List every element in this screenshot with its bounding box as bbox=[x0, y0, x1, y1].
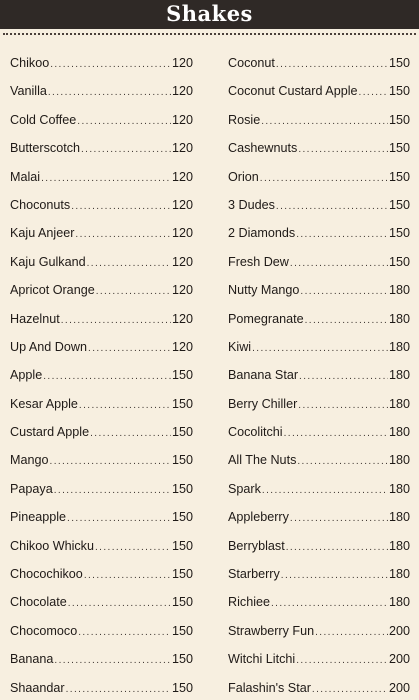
menu-item bbox=[10, 106, 193, 134]
menu-item-price: 150 bbox=[171, 481, 193, 496]
menu-item-price: 150 bbox=[171, 680, 193, 695]
menu-item-price: 200 bbox=[388, 623, 410, 638]
dot-leader bbox=[41, 165, 171, 193]
menu-item-price: 180 bbox=[388, 595, 410, 610]
dot-leader bbox=[67, 505, 171, 533]
menu-item-name: Orion bbox=[228, 169, 259, 184]
menu-item bbox=[228, 617, 410, 645]
menu-item-price: 150 bbox=[171, 538, 193, 553]
menu-item bbox=[228, 305, 410, 333]
menu-item-price: 150 bbox=[388, 84, 410, 99]
menu-title: Shakes bbox=[166, 1, 253, 26]
menu-item-name: Choconuts bbox=[10, 197, 71, 212]
menu-item-price: 120 bbox=[171, 197, 193, 212]
menu-item-price: 180 bbox=[388, 453, 410, 468]
menu-item bbox=[228, 446, 410, 474]
menu-item bbox=[10, 191, 193, 219]
dot-leader bbox=[300, 278, 388, 306]
menu-item-price: 120 bbox=[171, 84, 193, 99]
menu-item bbox=[10, 645, 193, 673]
menu-item-name: Cold Coffee bbox=[10, 112, 77, 127]
dotted-divider bbox=[3, 33, 416, 35]
menu-item-price: 150 bbox=[171, 453, 193, 468]
menu-item-price: 150 bbox=[171, 368, 193, 383]
menu-item-name: Starberry bbox=[228, 567, 280, 582]
dot-leader bbox=[296, 647, 388, 675]
dot-leader bbox=[43, 363, 171, 391]
menu-item bbox=[10, 163, 193, 191]
dot-leader bbox=[261, 108, 388, 136]
menu-item-name: Chocolate bbox=[10, 595, 67, 610]
dot-leader bbox=[290, 505, 388, 533]
dot-leader bbox=[54, 477, 171, 505]
dot-leader bbox=[95, 534, 171, 562]
dot-leader bbox=[286, 534, 388, 562]
menu-item bbox=[228, 532, 410, 560]
menu-item bbox=[228, 674, 410, 700]
menu-item bbox=[228, 333, 410, 361]
menu-item-price: 150 bbox=[388, 56, 410, 70]
menu-item-name: Cocolitchi bbox=[228, 425, 283, 440]
menu-item-price: 150 bbox=[388, 226, 410, 241]
menu-item bbox=[10, 49, 193, 77]
menu-item-name: Chikoo Whicku bbox=[10, 538, 94, 553]
menu-item bbox=[10, 134, 193, 162]
menu-item-name: Up And Down bbox=[10, 339, 88, 354]
menu-item-name: Kaju Gulkand bbox=[10, 254, 86, 269]
menu-item-name: 3 Dudes bbox=[228, 197, 275, 212]
menu-item bbox=[10, 446, 193, 474]
menu-item-name: Shaandar bbox=[10, 680, 65, 695]
dot-leader bbox=[276, 193, 388, 221]
menu-item-price: 120 bbox=[171, 311, 193, 326]
dot-leader bbox=[276, 51, 388, 79]
menu-item-price: 180 bbox=[388, 567, 410, 582]
menu-item-price: 150 bbox=[388, 112, 410, 127]
menu-item bbox=[228, 77, 410, 105]
dot-leader bbox=[260, 165, 388, 193]
menu-item bbox=[10, 503, 193, 531]
menu-item-name: Nutty Mango bbox=[228, 283, 300, 298]
menu-item bbox=[10, 674, 193, 700]
dot-leader bbox=[79, 392, 171, 420]
right-menu-column bbox=[228, 49, 410, 700]
dot-leader bbox=[281, 562, 388, 590]
menu-item-price: 150 bbox=[171, 623, 193, 638]
dot-leader bbox=[75, 221, 171, 249]
menu-item-name: Coconut Custard Apple bbox=[228, 84, 358, 99]
menu-item-price: 150 bbox=[388, 254, 410, 269]
dot-leader bbox=[50, 51, 171, 79]
menu-item bbox=[10, 276, 193, 304]
menu-item bbox=[228, 361, 410, 389]
menu-item bbox=[228, 248, 410, 276]
menu-item bbox=[228, 276, 410, 304]
dot-leader bbox=[284, 420, 388, 448]
menu-item bbox=[228, 163, 410, 191]
menu-item-name: Banana Star bbox=[228, 368, 299, 383]
menu-item-name: Coconut bbox=[228, 56, 275, 70]
menu-item-name: Strawberry Fun bbox=[228, 623, 315, 638]
dot-leader bbox=[262, 477, 388, 505]
menu-item-price: 200 bbox=[388, 652, 410, 667]
dot-leader bbox=[299, 363, 388, 391]
menu-item-price: 150 bbox=[171, 510, 193, 525]
menu-columns bbox=[0, 49, 419, 700]
menu-item-name: Pineapple bbox=[10, 510, 67, 525]
dot-leader bbox=[66, 676, 171, 700]
menu-item bbox=[10, 333, 193, 361]
menu-item-name: Kiwi bbox=[228, 339, 252, 354]
menu-item bbox=[10, 77, 193, 105]
dot-leader bbox=[298, 392, 388, 420]
menu-item-name: 2 Diamonds bbox=[228, 226, 296, 241]
menu-item bbox=[228, 475, 410, 503]
menu-item bbox=[10, 390, 193, 418]
left-menu-column bbox=[10, 49, 193, 700]
menu-item-name: All The Nuts bbox=[228, 453, 297, 468]
menu-item-name: Hazelnut bbox=[10, 311, 60, 326]
menu-item-name: Kaju Anjeer bbox=[10, 226, 75, 241]
menu-item bbox=[228, 106, 410, 134]
menu-item-price: 150 bbox=[171, 396, 193, 411]
dot-leader bbox=[81, 136, 171, 164]
dot-leader bbox=[68, 590, 171, 618]
menu-item bbox=[10, 532, 193, 560]
dot-leader bbox=[90, 420, 171, 448]
menu-item bbox=[228, 560, 410, 588]
menu-item-name: Chocomoco bbox=[10, 623, 78, 638]
menu-item-price: 150 bbox=[388, 197, 410, 212]
menu-item bbox=[10, 588, 193, 616]
dot-leader bbox=[96, 278, 171, 306]
menu-item-price: 180 bbox=[388, 311, 410, 326]
menu-item-name: Fresh Dew bbox=[228, 254, 289, 269]
menu-item bbox=[228, 418, 410, 446]
menu-item bbox=[228, 49, 410, 77]
menu-item-price: 180 bbox=[388, 396, 410, 411]
menu-item-price: 120 bbox=[171, 339, 193, 354]
menu-item-price: 180 bbox=[388, 368, 410, 383]
dot-leader bbox=[87, 250, 171, 278]
dot-leader bbox=[312, 676, 388, 700]
menu-item-name: Chocochikoo bbox=[10, 567, 83, 582]
menu-item-name: Kesar Apple bbox=[10, 396, 78, 411]
menu-item bbox=[228, 503, 410, 531]
menu-item-price: 120 bbox=[171, 283, 193, 298]
menu-item-price: 180 bbox=[388, 425, 410, 440]
menu-item bbox=[10, 418, 193, 446]
menu-item-name: Berry Chiller bbox=[228, 396, 298, 411]
menu-item-name: Apple bbox=[10, 368, 43, 383]
menu-item bbox=[10, 560, 193, 588]
dot-leader bbox=[48, 79, 171, 107]
menu-item bbox=[10, 248, 193, 276]
dot-leader bbox=[271, 590, 388, 618]
menu-item-price: 120 bbox=[171, 169, 193, 184]
menu-item-price: 180 bbox=[388, 283, 410, 298]
menu-item-name: Vanilla bbox=[10, 84, 47, 99]
menu-item-name: Apricot Orange bbox=[10, 283, 95, 298]
dot-leader bbox=[315, 619, 388, 647]
menu-item-price: 150 bbox=[388, 169, 410, 184]
menu-item-name: Rosie bbox=[228, 112, 261, 127]
menu-item bbox=[10, 617, 193, 645]
menu-item-name: Berryblast bbox=[228, 538, 285, 553]
menu-item-price: 150 bbox=[171, 425, 193, 440]
menu-item bbox=[228, 134, 410, 162]
menu-item-price: 150 bbox=[171, 652, 193, 667]
menu-item-price: 180 bbox=[388, 538, 410, 553]
menu-item-price: 120 bbox=[171, 254, 193, 269]
dot-leader bbox=[359, 79, 388, 107]
dot-leader bbox=[297, 448, 388, 476]
dot-leader bbox=[84, 562, 171, 590]
menu-item-name: Malai bbox=[10, 169, 41, 184]
menu-item-price: 200 bbox=[388, 680, 410, 695]
menu-item bbox=[10, 219, 193, 247]
menu-item-price: 180 bbox=[388, 481, 410, 496]
menu-item-name: Custard Apple bbox=[10, 425, 90, 440]
menu-item-name: Spark bbox=[228, 481, 261, 496]
menu-item-price: 120 bbox=[171, 141, 193, 156]
menu-item bbox=[228, 390, 410, 418]
dot-leader bbox=[88, 335, 171, 363]
menu-item-name: Witchi Litchi bbox=[228, 652, 296, 667]
menu-item-name: Papaya bbox=[10, 481, 53, 496]
menu-item-price: 120 bbox=[171, 226, 193, 241]
dot-leader bbox=[54, 647, 171, 675]
menu-item bbox=[10, 305, 193, 333]
menu-item-price: 120 bbox=[171, 56, 193, 70]
dot-leader bbox=[78, 619, 171, 647]
menu-item-name: Pomegranate bbox=[228, 311, 304, 326]
menu-item bbox=[10, 475, 193, 503]
dot-leader bbox=[77, 108, 171, 136]
dot-leader bbox=[305, 307, 388, 335]
dot-leader bbox=[252, 335, 388, 363]
menu-item bbox=[228, 219, 410, 247]
dot-leader bbox=[50, 448, 171, 476]
menu-item bbox=[228, 588, 410, 616]
menu-item-name: Cashewnuts bbox=[228, 141, 298, 156]
menu-item bbox=[228, 191, 410, 219]
menu-item-price: 120 bbox=[171, 112, 193, 127]
menu-item-price: 180 bbox=[388, 339, 410, 354]
menu-item-name: Chikoo bbox=[10, 56, 50, 70]
dot-leader bbox=[298, 136, 388, 164]
menu-item-name: Richiee bbox=[228, 595, 270, 610]
dot-leader bbox=[71, 193, 171, 221]
menu-item-name: Appleberry bbox=[228, 510, 289, 525]
menu-item-name: Falashin's Star bbox=[228, 680, 311, 695]
dot-leader bbox=[61, 307, 171, 335]
menu-item bbox=[228, 645, 410, 673]
menu-item-name: Banana bbox=[10, 652, 54, 667]
menu-item-price: 150 bbox=[171, 595, 193, 610]
menu-item-name: Mango bbox=[10, 453, 49, 468]
menu-item-price: 150 bbox=[388, 141, 410, 156]
menu-item-name: Butterscotch bbox=[10, 141, 80, 156]
dot-leader bbox=[296, 221, 388, 249]
menu-item-price: 180 bbox=[388, 510, 410, 525]
menu-item bbox=[10, 361, 193, 389]
menu-item-price: 150 bbox=[171, 567, 193, 582]
dot-leader bbox=[290, 250, 388, 278]
